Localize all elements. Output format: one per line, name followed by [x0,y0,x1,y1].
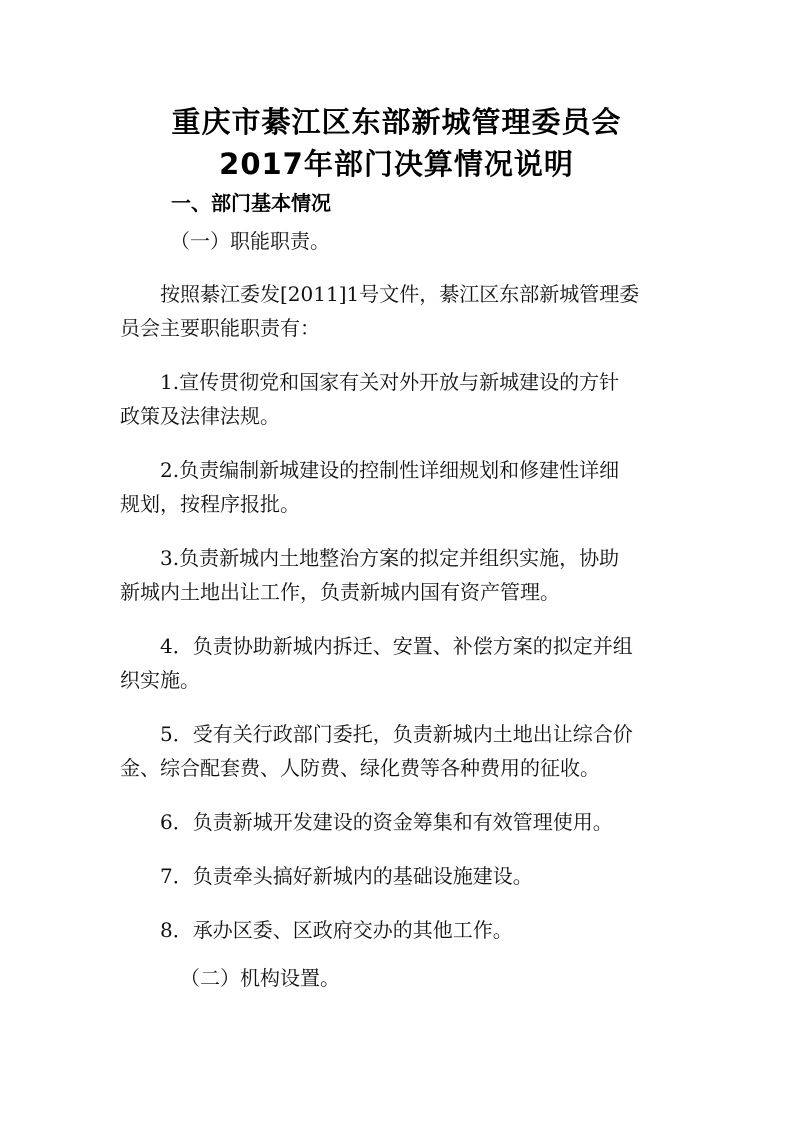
section-heading-basic-info: 一、部门基本情况 [171,191,331,215]
intro-paragraph-line1: 按照綦江委发[2011]1号文件，綦江区东部新城管理委 [160,282,640,306]
duty-item-2-line1: 2.负责编制新城建设的控制性详细规划和修建性详细 [160,458,620,482]
duty-item-7: 7．负责牵头搞好新城内的基础设施建设。 [160,864,533,888]
duty-item-1-line2: 政策及法律法规。 [120,404,280,428]
duty-item-4-line1: 4．负责协助新城内拆迁、安置、补偿方案的拟定并组 [160,634,633,658]
duty-item-4-line2: 织实施。 [120,668,200,692]
duty-item-3-line1: 3.负责新城内土地整治方案的拟定并组织实施，协助 [160,546,620,570]
document-title-line2: 2017年部门决算情况说明 [219,147,574,181]
subsection-functions: （一）职能职责。 [170,229,330,253]
duty-item-6: 6．负责新城开发建设的资金筹集和有效管理使用。 [160,810,613,834]
duty-item-5-line1: 5．受有关行政部门委托，负责新城内土地出让综合价 [160,722,633,746]
intro-paragraph-line2: 员会主要职能职责有： [120,316,320,340]
duty-item-2-line2: 规划，按程序报批。 [120,492,300,516]
subsection-organization: （二）机构设置。 [180,966,340,990]
duty-item-5-line2: 金、综合配套费、人防费、绿化费等各种费用的征收。 [120,756,600,780]
duty-item-8: 8．承办区委、区政府交办的其他工作。 [160,918,513,942]
document-title-line1: 重庆市綦江区东部新城管理委员会 [171,105,622,139]
duty-item-3-line2: 新城内土地出让工作，负责新城内国有资产管理。 [120,580,560,604]
duty-item-1-line1: 1.宣传贯彻党和国家有关对外开放与新城建设的方针 [160,370,620,394]
